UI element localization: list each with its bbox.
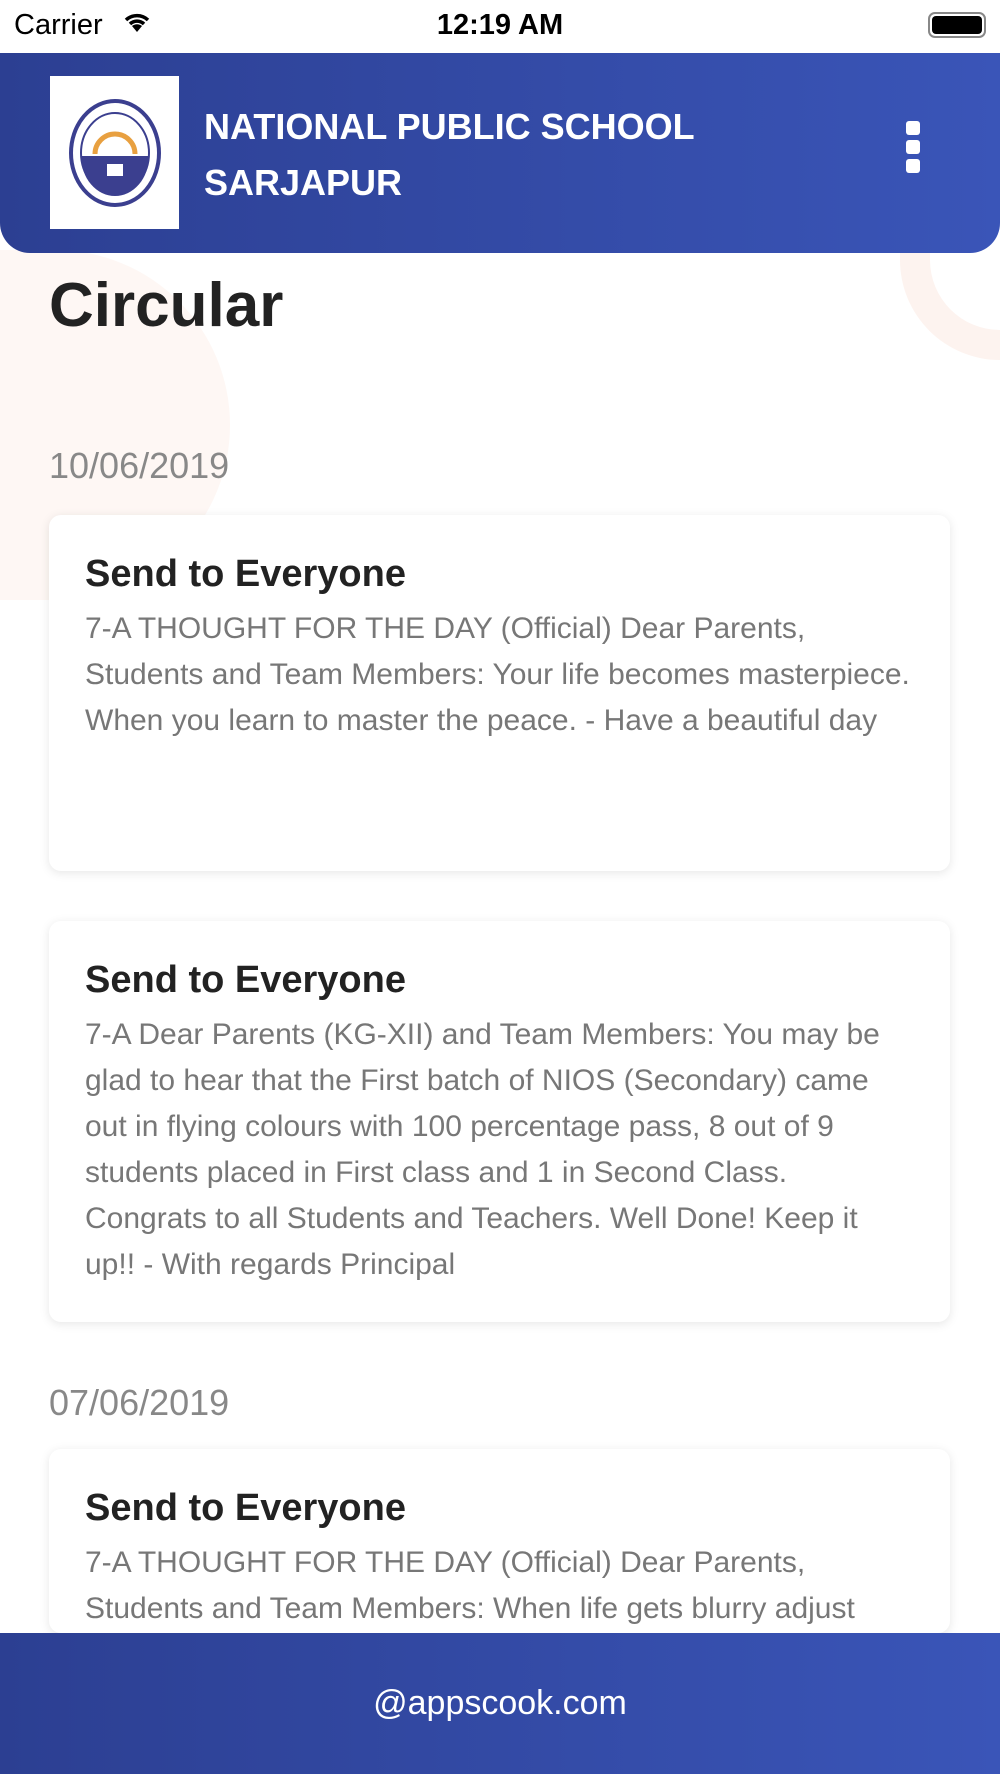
date-header: 10/06/2019 [49, 445, 230, 486]
background-decoration [900, 240, 1000, 360]
school-name-line2: SARJAPUR [204, 162, 403, 203]
circular-card[interactable] [49, 1449, 950, 1633]
school-name [204, 99, 695, 211]
circular-card[interactable] [49, 921, 950, 1322]
page-title: Circular [49, 271, 284, 340]
circular-body: 7-A THOUGHT FOR THE DAY (Official) Dear Parents, Students and Team Members: Your life becomes masterpiece. When you learn to master the peace. - Have a beautiful day [85, 612, 910, 737]
circular-card[interactable] [49, 515, 950, 871]
more-options-icon[interactable] [906, 121, 920, 173]
school-logo [50, 76, 179, 229]
footer-credit: @appscook.com [0, 1633, 1000, 1774]
app-header [0, 53, 1000, 253]
carrier-label: Carrier [14, 9, 103, 41]
status-bar [0, 0, 1000, 53]
circular-body: 7-A THOUGHT FOR THE DAY (Official) Dear Parents, Students and Team Members: When life gets blurry adjust [85, 1546, 855, 1625]
battery-icon [928, 12, 986, 38]
circular-title: Send to Everyone [85, 1487, 406, 1529]
circular-title: Send to Everyone [85, 959, 406, 1001]
circular-body: 7-A Dear Parents (KG-XII) and Team Members: You may be glad to hear that the First batch of NIOS (Secondary) came out in flying colours with 100 percentage pass, 8 out of 9 students placed in First class and 1 in Second Class. Congrats to all Students and Teachers. Well Done! Keep it up!! - With regards Principal [85, 1018, 880, 1281]
clock: 12:19 AM [436, 9, 564, 41]
circular-title: Send to Everyone [85, 553, 406, 595]
school-name-line1: NATIONAL PUBLIC SCHOOL [204, 106, 695, 147]
date-header: 07/06/2019 [49, 1382, 230, 1423]
